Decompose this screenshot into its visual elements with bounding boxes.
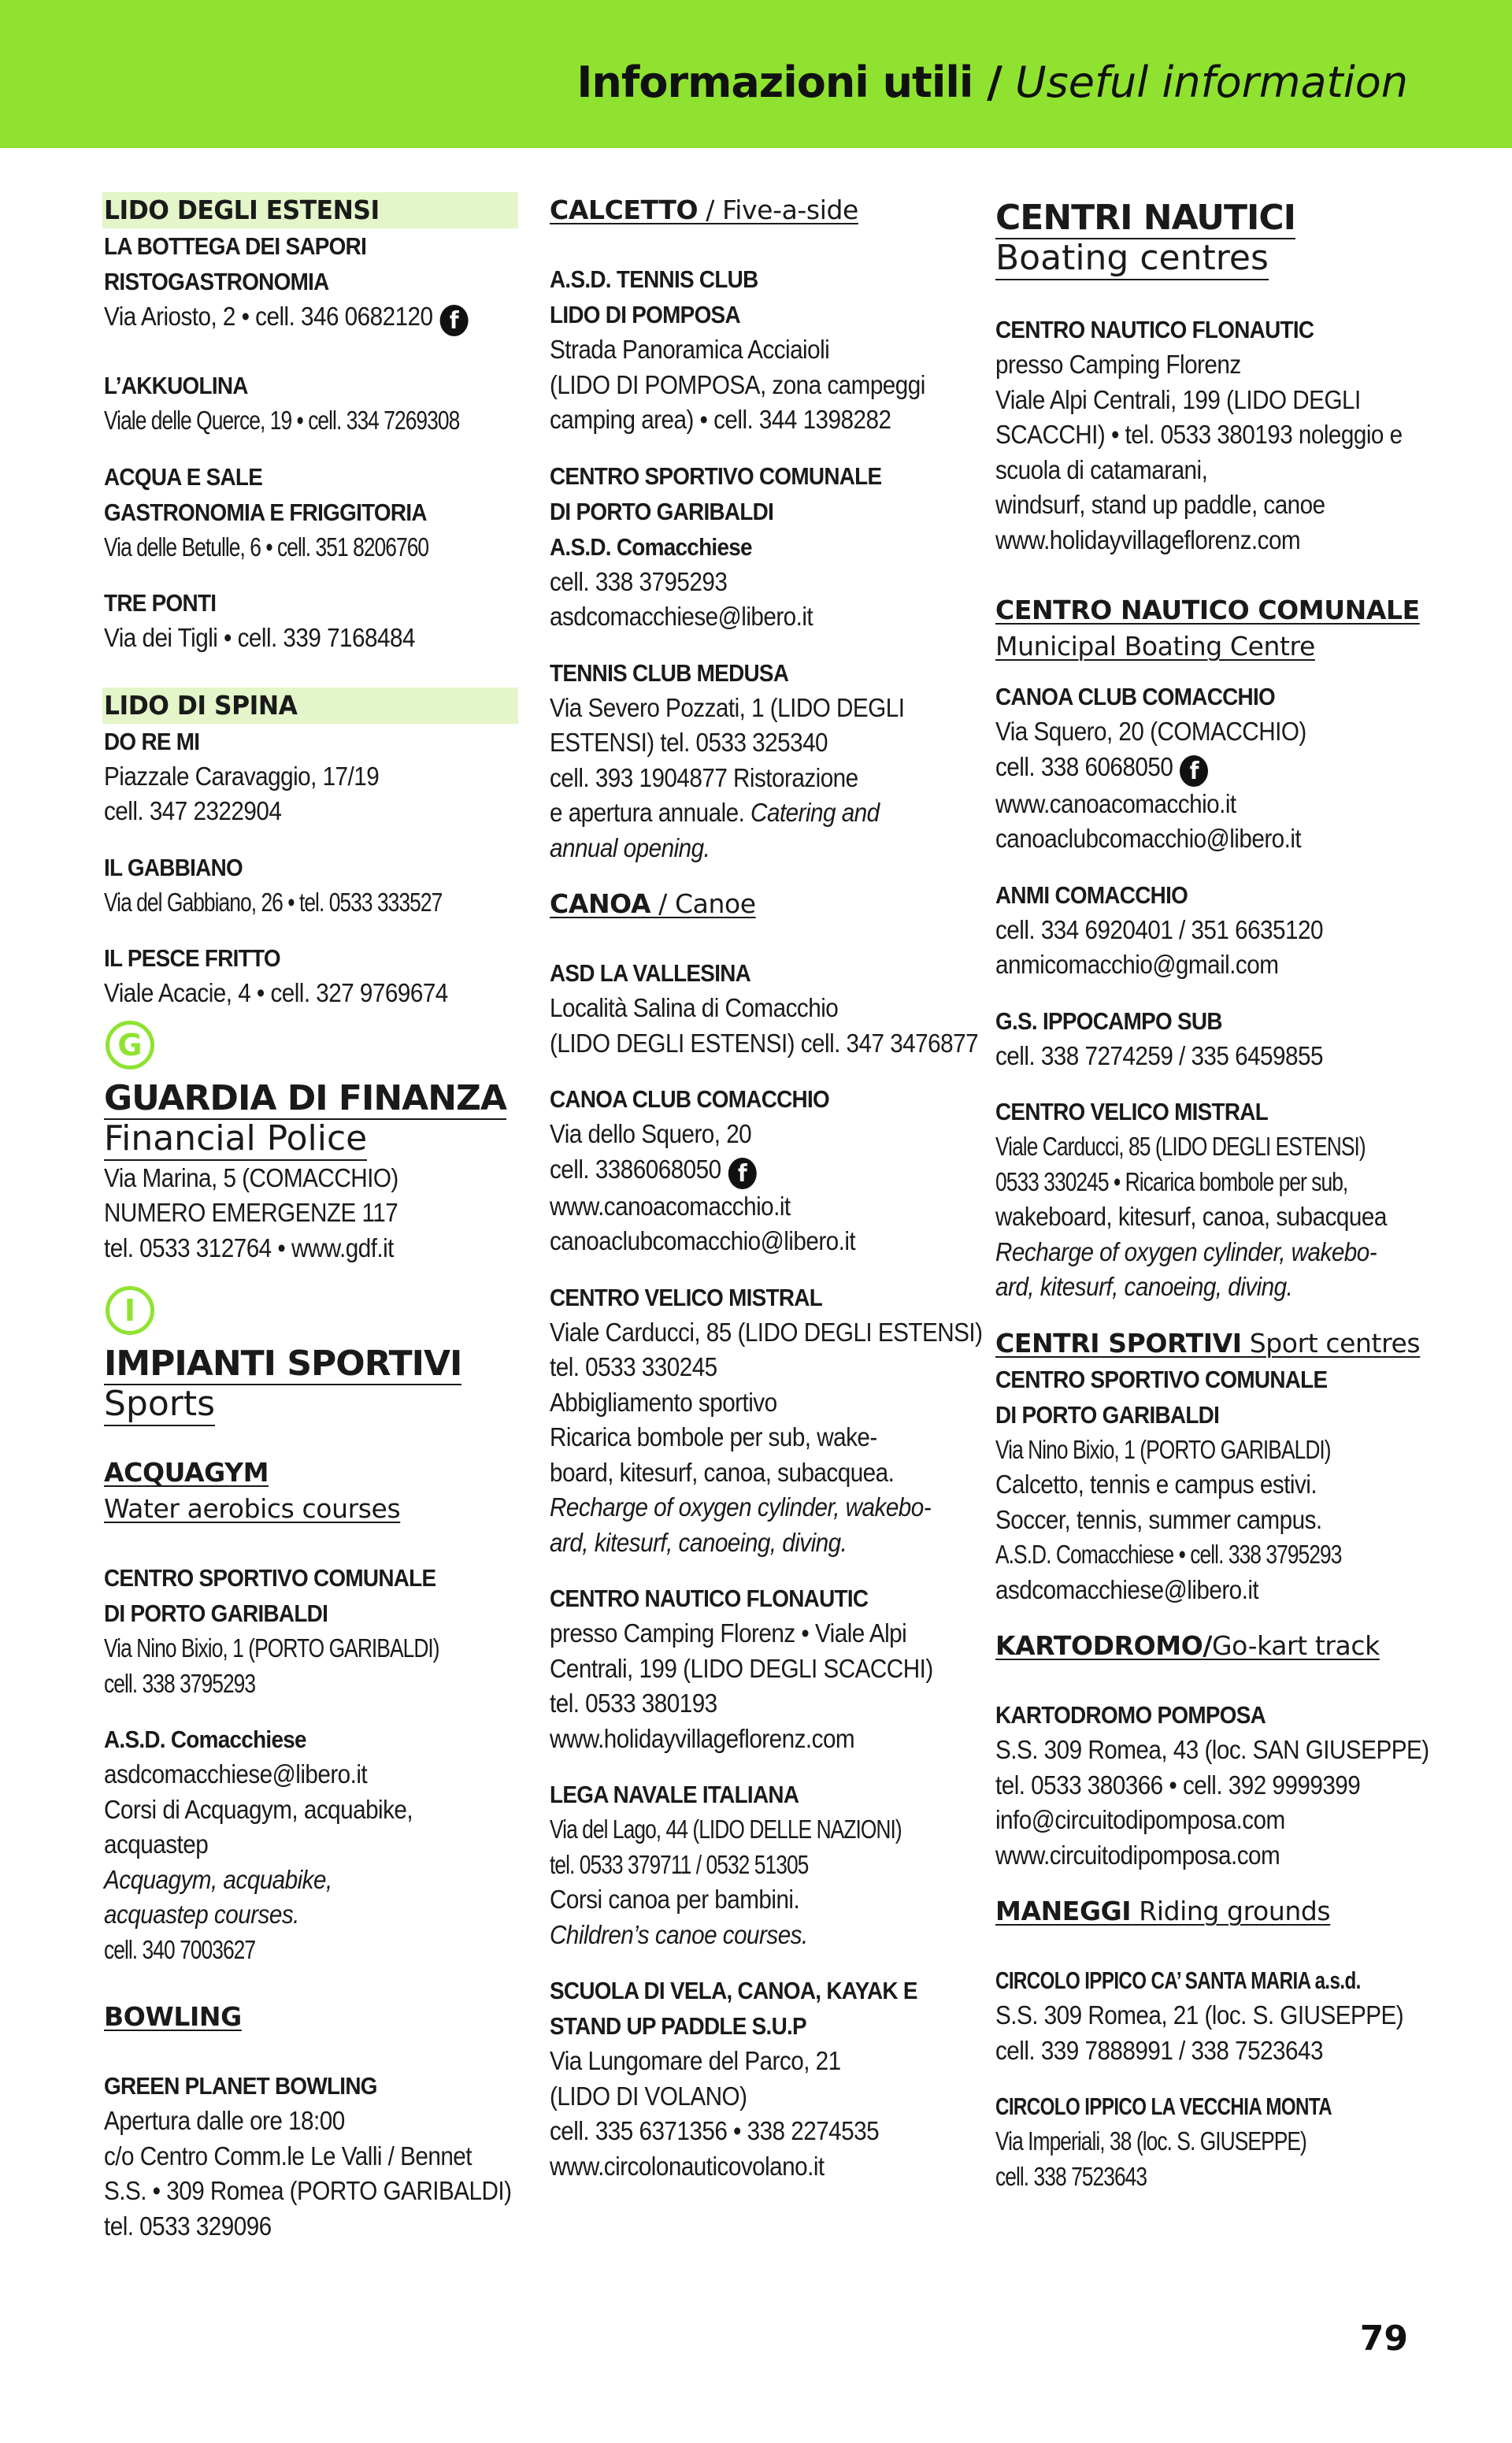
- listing-line: tel. 0533 379711 / 0532 51305: [550, 1849, 809, 1879]
- listing-line: Via Nino Bixio, 1 (PORTO GARIBALDI): [104, 1633, 439, 1663]
- listing-line: tel. 0533 380366 • cell. 392 9999399: [995, 1770, 1361, 1800]
- listing-line: Via Squero, 20 (COMACCHIO): [995, 717, 1306, 746]
- listing-subtitle: RISTOGASTRONOMIA: [104, 268, 329, 295]
- listing-line: e apertura annuale. Catering and: [550, 798, 880, 827]
- listing-line: Via dello Squero, 20: [550, 1119, 752, 1148]
- header-title: [576, 55, 1408, 110]
- column-left: [104, 192, 515, 2264]
- listing-title: TRE PONTI: [104, 589, 217, 617]
- listing-line: Recharge of oxygen cylinder, wakebo-: [995, 1236, 1377, 1266]
- area-heading: LIDO DEGLI ESTENSI: [102, 192, 518, 228]
- listing: [995, 1697, 1427, 1873]
- facebook-icon[interactable]: f: [728, 1158, 757, 1189]
- listing-line: cell. 340 7003627: [104, 1934, 256, 1964]
- listing-title: A.S.D. TENNIS CLUB: [550, 265, 758, 293]
- listing-line: ard, kitesurf, canoeing, diving.: [550, 1527, 847, 1557]
- listing-title: KARTODROMO POMPOSA: [995, 1701, 1266, 1729]
- listing: [550, 1581, 967, 1756]
- listing-title: SCUOLA DI VELA, CANOA, KAYAK E: [550, 1977, 917, 2004]
- section-subtitle: Financial Police: [104, 1120, 367, 1161]
- letter-g-icon: G: [106, 1021, 154, 1070]
- listing-line: acquastep courses.: [104, 1900, 299, 1929]
- listing-line: Abbigliamento sportivo: [550, 1387, 777, 1417]
- listing-line: Via del Gabbiano, 26 • tel. 0533 333527: [104, 887, 443, 917]
- listing-title: CENTRO NAUTICO FLONAUTIC: [995, 316, 1314, 343]
- listing: [995, 1963, 1427, 2068]
- listing-line: Centrali, 199 (LIDO DEGLI SCACCHI): [550, 1653, 933, 1683]
- listing-line: Children’s canoe courses.: [550, 1919, 808, 1949]
- category-heading-maneggi: MANEGGI Riding grounds: [995, 1896, 1331, 1926]
- listing-line: asdcomacchiese@libero.it: [550, 602, 813, 631]
- listing: [995, 1094, 1427, 1305]
- listing-title: CENTRO SPORTIVO COMUNALE: [104, 1564, 436, 1592]
- listing: [995, 679, 1427, 857]
- listing-line: tel. 0533 330245: [550, 1352, 717, 1381]
- page-header: [0, 0, 1512, 148]
- listing-line: Recharge of oxygen cylinder, wakebo-: [550, 1492, 932, 1522]
- listing-line: S.S. • 309 Romea (PORTO GARIBALDI): [104, 2176, 512, 2205]
- facebook-icon[interactable]: f: [1180, 755, 1208, 787]
- listing-line: Viale Alpi Centrali, 199 (LIDO DEGLI: [995, 384, 1361, 414]
- listing-title: A.S.D. Comacchiese: [104, 1726, 306, 1753]
- listing-title: CANOA CLUB COMACCHIO: [995, 683, 1275, 710]
- listing-line: (LIDO DI POMPOSA, zona campeggi: [550, 369, 925, 399]
- category-heading-centri-sportivi: CENTRI SPORTIVI Sport centres: [995, 1327, 1421, 1359]
- listing-line: Ricarica bombole per sub, wake-: [550, 1422, 877, 1451]
- listing-line: board, kitesurf, canoa, subacquea.: [550, 1457, 895, 1487]
- listing: [995, 1362, 1427, 1608]
- listing: [104, 2068, 515, 2244]
- listing-line: Via Marina, 5 (COMACCHIO): [104, 1162, 398, 1192]
- listing: [995, 312, 1427, 558]
- listing: [995, 2089, 1427, 2194]
- listing-title: CENTRO SPORTIVO COMUNALE: [995, 1365, 1328, 1393]
- listing-title: CENTRO SPORTIVO COMUNALE: [550, 462, 882, 490]
- listing-title: DO RE MI: [104, 727, 200, 755]
- listing-title: TENNIS CLUB MEDUSA: [550, 658, 789, 687]
- page-number: 79: [1359, 2319, 1408, 2359]
- listing-line: presso Camping Florenz • Viale Alpi: [550, 1618, 907, 1648]
- listing-title: CENTRO NAUTICO FLONAUTIC: [550, 1585, 869, 1612]
- section-subtitle: Sports: [104, 1385, 215, 1426]
- listing-line: c/o Centro Comm.le Le Valli / Bennet: [104, 2141, 472, 2171]
- listing-line: wakeboard, kitesurf, canoa, subacquea: [995, 1202, 1387, 1231]
- listing-line: S.S. 309 Romea, 43 (loc. SAN GIUSEPPE): [995, 1735, 1429, 1764]
- listing-line: cell. 334 6920401 / 351 6635120: [995, 914, 1323, 944]
- listing-line: Via Lungomare del Parco, 21: [550, 2046, 841, 2075]
- section-guardia-di-finanza: [104, 1079, 515, 1266]
- column-middle: [550, 192, 983, 2204]
- letter-i-icon: I: [106, 1286, 154, 1335]
- listing-line: ard, kitesurf, canoeing, diving.: [995, 1272, 1293, 1301]
- category-heading-canoa: CANOA / Canoe: [550, 888, 756, 919]
- listing: [104, 228, 515, 336]
- area-heading: LIDO DI SPINA: [102, 688, 518, 724]
- section-title: CENTRI NAUTICI: [995, 198, 1296, 238]
- listing: [104, 724, 515, 829]
- listing: [550, 1777, 967, 1952]
- section-title: GUARDIA DI FINANZA: [104, 1077, 506, 1118]
- listing-line: Viale Acacie, 4 • cell. 327 9769674: [104, 978, 448, 1007]
- listing-title: GREEN PLANET BOWLING: [104, 2072, 377, 2100]
- listing-line: cell. 338 7523643: [995, 2161, 1147, 2191]
- column-right: [995, 192, 1427, 2215]
- listing-title: CENTRO VELICO MISTRAL: [995, 1098, 1269, 1125]
- listing-line: tel. 0533 312764 • www.gdf.it: [104, 1233, 394, 1262]
- listing: [104, 585, 515, 656]
- listing-line: cell. 335 6371356 • 338 2274535: [550, 2116, 880, 2145]
- category-heading-calcetto: CALCETTO / Five-a-side: [550, 195, 858, 225]
- listing-line: windsurf, stand up paddle, canoe: [995, 490, 1325, 519]
- listing-title: ANMI COMACCHIO: [995, 880, 1188, 909]
- listing-title: ACQUA E SALE: [104, 462, 263, 491]
- listing: [104, 1722, 515, 1967]
- listing-title: IL PESCE FRITTO: [104, 944, 280, 972]
- listing-subtitle: DI PORTO GARIBALDI: [995, 1400, 1220, 1429]
- listing-line: Viale Carducci, 85 (LIDO DEGLI ESTENSI): [550, 1317, 983, 1347]
- listing: [550, 1081, 967, 1259]
- listing-line: SCACCHI) • tel. 0533 380193 noleggio e: [995, 420, 1403, 449]
- listing-subtitle: GASTRONOMIA E FRIGGITORIA: [104, 498, 427, 526]
- listing-subtitle: DI PORTO GARIBALDI: [550, 497, 774, 525]
- section-centri-nautici: [995, 198, 1427, 280]
- listing-line: S.S. 309 Romea, 21 (loc. S. GIUSEPPE): [995, 2000, 1404, 2030]
- listing: [104, 1560, 515, 1701]
- listing-line: Corsi canoa per bambini.: [550, 1885, 800, 1914]
- listing-line: Via Nino Bixio, 1 (PORTO GARIBALDI): [995, 1434, 1331, 1464]
- listing-title: ASD LA VALLESINA: [550, 959, 751, 987]
- listing: [104, 940, 515, 1011]
- listing-line: acquastep: [104, 1829, 209, 1859]
- listing-line: www.holidayvillageflorenz.com: [550, 1723, 855, 1753]
- listing-line: Strada Panoramica Acciaioli: [550, 335, 830, 364]
- listing-title: CANOA CLUB COMACCHIO: [550, 1085, 829, 1113]
- section-subtitle: Boating centres: [995, 239, 1269, 280]
- listing-line: canoaclubcomacchio@libero.it: [550, 1226, 856, 1255]
- listing-line: www.circuitodipomposa.com: [995, 1840, 1280, 1870]
- listing-line: presso Camping Florenz: [995, 350, 1241, 379]
- listing-line: Via Imperiali, 38 (loc. S. GIUSEPPE): [995, 2126, 1306, 2156]
- listing-line: cell. 338 3795293: [550, 566, 728, 596]
- listing-line: Soccer, tennis, summer campus.: [995, 1504, 1322, 1534]
- listing-line: www.holidayvillageflorenz.com: [995, 525, 1301, 554]
- listing: [550, 655, 967, 866]
- listing-line: Via dei Tigli • cell. 339 7168484: [104, 623, 415, 652]
- listing-line: cell. 339 7888991 / 338 7523643: [995, 2035, 1323, 2065]
- listing-line: Piazzale Caravaggio, 17/19: [104, 761, 380, 791]
- listing-line: tel. 0533 380193: [550, 1689, 717, 1718]
- listing-subtitle: DI PORTO GARIBALDI: [104, 1600, 328, 1627]
- listing-line: asdcomacchiese@libero.it: [104, 1759, 368, 1789]
- listing-line: annual opening.: [550, 832, 710, 862]
- listing: [550, 1280, 983, 1561]
- listing-line: www.canoacomacchio.it: [550, 1191, 791, 1221]
- category-heading-acquagym: ACQUAGYM Water aerobics courses: [104, 1457, 401, 1524]
- listing: [550, 955, 979, 1061]
- listing-subtitle: LIDO DI POMPOSA: [550, 301, 740, 328]
- listing-line: Località Salina di Comacchio: [550, 993, 839, 1022]
- listing-title: L’AKKUOLINA: [104, 372, 248, 399]
- listing-line: Corsi di Acquagym, acquabike,: [104, 1794, 413, 1824]
- listing-title: CIRCOLO IPPICO LA VECCHIA MONTA: [995, 2093, 1332, 2120]
- listing-line: info@circuitodipomposa.com: [995, 1805, 1285, 1834]
- listing-title: IL GABBIANO: [104, 853, 243, 881]
- listing: [550, 458, 967, 635]
- listing: [550, 261, 967, 438]
- listing-line: Via Ariosto, 2 • cell. 346 0682120 f: [104, 299, 474, 336]
- listing-line: NUMERO EMERGENZE 117: [104, 1198, 398, 1227]
- listing-title: CENTRO VELICO MISTRAL: [550, 1283, 823, 1311]
- listing-subtitle: A.S.D. Comacchiese: [550, 532, 752, 561]
- section-title: IMPIANTI SPORTIVI: [104, 1344, 462, 1384]
- header-title-bold: Informazioni utili /: [576, 57, 1002, 107]
- listing: [995, 877, 1427, 983]
- category-heading-kartodromo: KARTODROMO/Go-kart track: [995, 1630, 1380, 1661]
- listing-line: www.canoacomacchio.it: [995, 788, 1236, 818]
- listing-line: canoaclubcomacchio@libero.it: [995, 824, 1302, 853]
- listing-title: CIRCOLO IPPICO CA’ SANTA MARIA a.s.d.: [995, 1967, 1361, 1994]
- listing-line: cell. 347 2322904: [104, 796, 282, 825]
- listing-line: Viale Carducci, 85 (LIDO DEGLI ESTENSI): [995, 1132, 1366, 1161]
- listing-line: Via del Lago, 44 (LIDO DELLE NAZIONI): [550, 1815, 902, 1844]
- listing-title: LEGA NAVALE ITALIANA: [550, 1781, 799, 1808]
- listing: [104, 368, 515, 439]
- category-heading-bowling: BOWLING: [104, 2001, 242, 2032]
- section-impianti-sportivi: [104, 1344, 515, 1426]
- listing: [104, 850, 515, 921]
- listing-line: camping area) • cell. 344 1398282: [550, 405, 891, 434]
- listing: [104, 459, 515, 565]
- listing-line: Acquagym, acquabike,: [104, 1864, 332, 1894]
- listing-line: Viale delle Querce, 19 • cell. 334 7269308: [104, 406, 460, 435]
- listing-line: A.S.D. Comacchiese • cell. 338 3795293: [995, 1540, 1342, 1569]
- listing-line: asdcomacchiese@libero.it: [995, 1574, 1259, 1604]
- listing-line: anmicomacchio@gmail.com: [995, 950, 1279, 979]
- listing-line: Via Severo Pozzati, 1 (LIDO DEGLI: [550, 692, 905, 722]
- listing-line: cell. 338 7274259 / 335 6459855: [995, 1040, 1323, 1070]
- header-title-italic: Useful information: [1015, 57, 1408, 107]
- listing-line: ESTENSI) tel. 0533 325340: [550, 728, 828, 757]
- listing-line: Apertura dalle ore 18:00: [104, 2106, 345, 2135]
- listing-title: G.S. IPPOCAMPO SUB: [995, 1006, 1222, 1035]
- listing-line: (LIDO DI VOLANO): [550, 2081, 747, 2111]
- listing-line: 0533 330245 • Ricarica bombole per sub,: [995, 1166, 1348, 1196]
- listing-line: tel. 0533 329096: [104, 2211, 272, 2241]
- listing-line: cell. 393 1904877 Ristorazione: [550, 762, 858, 792]
- listing: [995, 1003, 1427, 1074]
- listing-line: Via delle Betulle, 6 • cell. 351 8206760: [104, 532, 429, 562]
- listing-title: LA BOTTEGA DEI SAPORI: [104, 232, 367, 260]
- listing-line: (LIDO DEGLI ESTENSI) cell. 347 3476877: [550, 1028, 979, 1058]
- listing-line: Calcetto, tennis e campus estivi.: [995, 1470, 1317, 1499]
- listing-line: scuola di catamarani,: [995, 454, 1208, 484]
- category-heading-centro-nautico-comunale: CENTRO NAUTICO COMUNALE Municipal Boating Centre: [995, 595, 1420, 662]
- listing-line: www.circolonauticovolano.it: [550, 2151, 825, 2181]
- listing-line: cell. 3386068050 f: [550, 1152, 925, 1189]
- listing: [550, 1973, 967, 2184]
- listing-subtitle: STAND UP PADDLE S.U.P: [550, 2012, 806, 2040]
- listing-line: cell. 338 3795293: [104, 1668, 256, 1698]
- listing-line: cell. 338 6068050 f: [995, 750, 1384, 787]
- facebook-icon[interactable]: f: [440, 305, 469, 336]
